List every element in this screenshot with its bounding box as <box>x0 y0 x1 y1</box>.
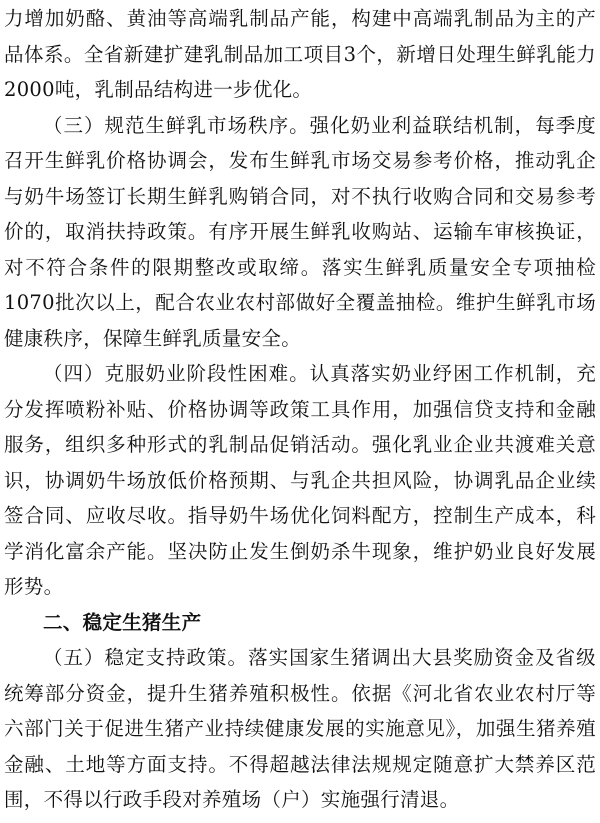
paragraph-lead: （四）克服奶业阶段性困难。 <box>43 362 310 385</box>
paragraph-text: 强化奶业利益联结机制，每季度召开生鲜乳价格协调会，发布生鲜乳市场交易参考价格，推动乳企与奶牛场签订长期生鲜乳购销合同，对不执行收购合同和交易参考价的，取消扶持政策。有序开展生鲜乳收购站、运输车审核换证，对不符合条件的限期整改或取缔。落实生鲜乳质量安全专项抽检1070批次以上，配合农业农村部做好全覆盖抽检。维护生鲜乳市场健康秩序，保障生鲜乳质量安全。 <box>4 113 597 350</box>
paragraph-regulate-raw-milk-market <box>0 108 600 357</box>
paragraph-lead: （五）稳定支持政策。 <box>43 646 249 669</box>
paragraph-stabilize-support-policy <box>0 640 600 818</box>
paragraph-dairy-structure <box>0 1 600 108</box>
section-heading: 二、稳定生猪生产 <box>43 610 202 634</box>
paragraph-text: 落实国家生猪调出大县奖励资金及省级统筹部分资金，提升生猪养殖积极性。依据《河北省农业农村厅等六部门关于促进生猪产业持续健康发展的实施意见》，加强生猪养殖金融、土地等方面支持。不得超越法律法规规定随意扩大禁养区范围，不得以行政手段对养殖场（户）实施强行清退。 <box>4 646 596 811</box>
paragraph-overcome-dairy-difficulties <box>0 356 600 605</box>
paragraph-text: 认真落实奶业纾困工作机制，充分发挥喷粉补贴、价格协调等政策工具作用，加强信贷支持和金融服务，组织多种形式的乳制品促销活动。强化乳业企业共渡难关意识，协调奶牛场放低价格预期、与乳企共担风险，协调乳品企业续签合同、应收尽收。指导奶牛场优化饲料配方，控制生产成本，科学消化富余产能。坚决防止发生倒奶杀牛现象，维护奶业良好发展形势。 <box>4 362 597 598</box>
paragraph-lead: （三）规范生鲜乳市场秩序。 <box>43 113 310 137</box>
paragraph-text: 力增加奶酪、黄油等高端乳制品产能，构建中高端乳制品为主的产品体系。全省新建扩建乳制品加工项目3个，新增日处理生鲜乳能力2000吨，乳制品结构进一步优化。 <box>4 7 596 101</box>
